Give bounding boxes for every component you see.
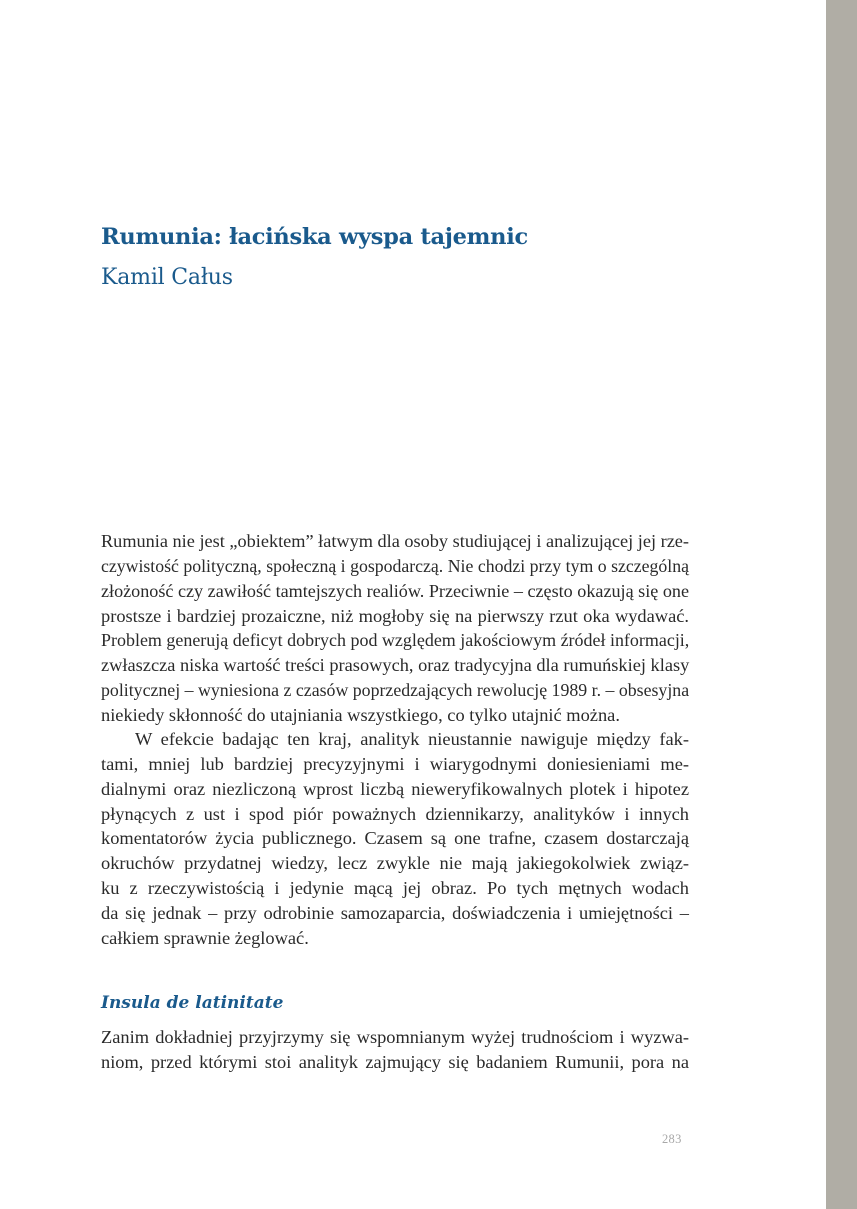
text-line: W efekcie badając ten kraj, analityk nieustannie nawiguje między fak- — [135, 729, 689, 749]
paragraph-3 — [101, 1025, 689, 1075]
text-line: okruchów przydatnej wiedzy, lecz zwykle nie mają jakiegokolwiek związ- — [101, 853, 689, 874]
section-heading: Insula de latinitate — [101, 993, 284, 1013]
text-line: ku z rzeczywistością i jedynie mącą jej obraz. Po tych mętnych wodach — [101, 878, 689, 899]
text-line: Zanim dokładniej przyjrzymy się wspomnianym wyżej trudnościom i wyzwa- — [101, 1027, 689, 1047]
text-line: zwłaszcza niska wartość treści prasowych, oraz tradycyjna dla rumuńskiej klasy — [101, 655, 690, 676]
paragraph-2 — [101, 727, 689, 951]
text-line: niom, przed którymi stoi analityk zajmujący się badaniem Rumunii, pora na — [101, 1051, 689, 1072]
paragraph-1 — [101, 529, 689, 728]
text-line: płynących z ust i spod piór poważnych dziennikarzy, analityków i innych — [101, 803, 689, 824]
text-line: politycznej – wyniesiona z czasów poprzedzających rewolucję 1989 r. – obsesyjna — [101, 680, 690, 701]
text-line: złożoność czy zawiłość tamtejszych realiów. Przeciwnie – często okazują się one — [101, 580, 689, 601]
page-edge-bar — [826, 0, 857, 1209]
chapter-author: Kamil Całus — [101, 265, 233, 290]
text-line: Problem generują deficyt dobrych pod względem jakościowym źródeł informacji, — [101, 630, 690, 651]
text-line: dialnymi oraz niezliczoną wprost liczbą nieweryfikowalnych plotek i hipotez — [101, 778, 689, 799]
text-line: prostsze i bardziej prozaiczne, niż mogłoby się na pierwszy rzut oka wydawać. — [101, 605, 689, 626]
text-line: niekiedy skłonność do utajniania wszystkiego, co tylko utajnić można. — [101, 704, 620, 725]
text-line: czywistość polityczną, społeczną i gospodarczą. Nie chodzi przy tym o szczególną — [101, 555, 689, 576]
chapter-title: Rumunia: łacińska wyspa tajemnic — [101, 224, 528, 250]
page-number: 283 — [662, 1132, 682, 1146]
text-line: komentatorów życia publicznego. Czasem są one trafne, czasem dostarczają — [101, 828, 689, 849]
text-line: tami, mniej lub bardziej precyzyjnymi i wiarygodnymi doniesieniami me- — [101, 753, 689, 774]
text-line: da się jednak – przy odrobinie samozaparcia, doświadczenia i umiejętności – — [101, 902, 689, 923]
text-line: Rumunia nie jest „obiektem” łatwym dla osoby studiującej i analizującej jej rze- — [101, 531, 689, 551]
text-line: całkiem sprawnie żeglować. — [101, 927, 309, 948]
